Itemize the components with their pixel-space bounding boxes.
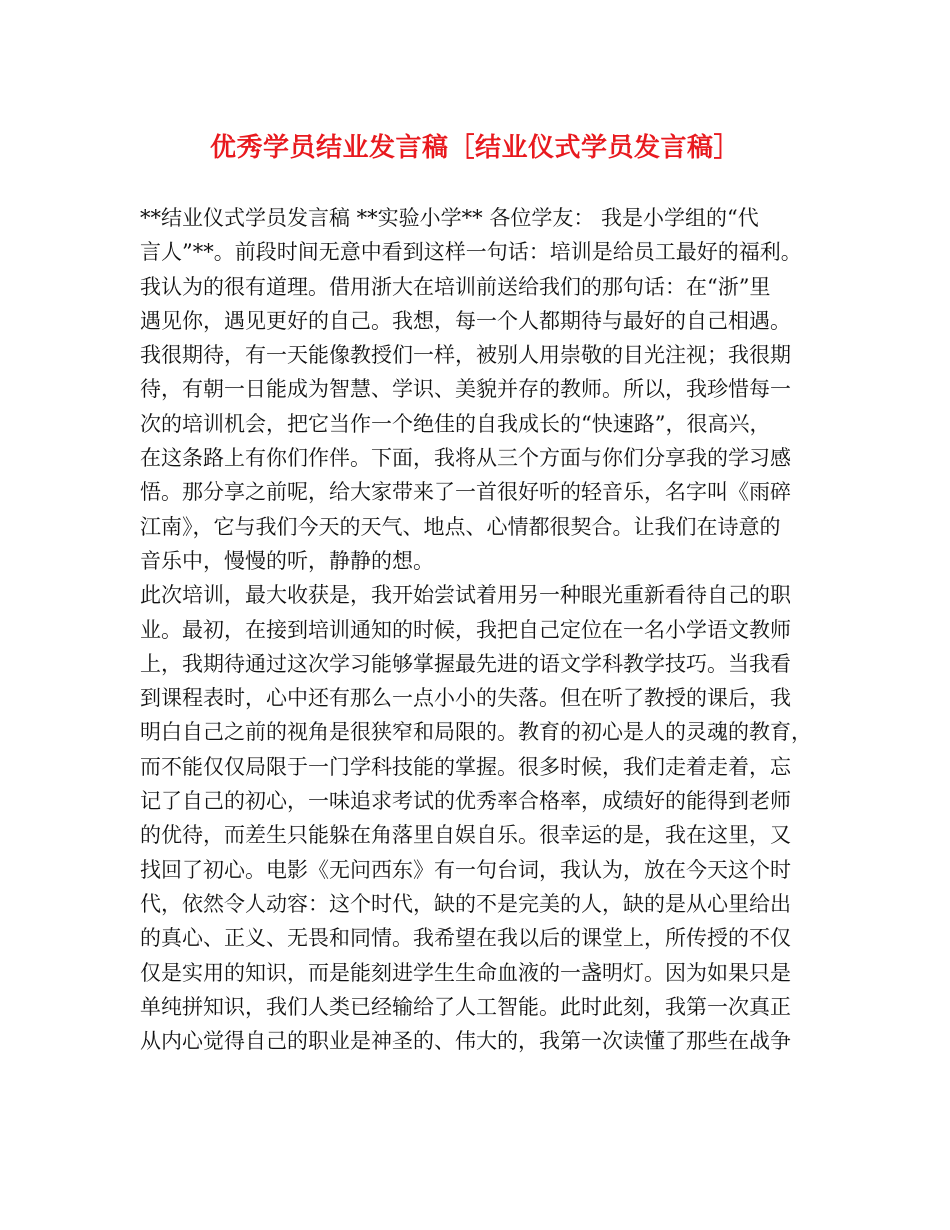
body-line: 到课程表时，心中还有那么一点小小的失落。但在听了教授的课后，我 <box>140 686 791 711</box>
body-line: 业。最初，在接到培训通知的时候，我把自己定位在一名小学语文教师 <box>140 617 791 642</box>
body-line: 此次培训，最大收获是，我开始尝试着用另一种眼光重新看待自己的职 <box>140 583 791 608</box>
body-line: 江南》，它与我们今天的天气、地点、心情都很契合。让我们在诗意的 <box>140 514 781 539</box>
body-line: 上，我期待通过这次学习能够掌握最先进的语文学科教学技巧。当我看 <box>140 651 791 676</box>
body-line: 我很期待，有一天能像教授们一样，被别人用崇敬的目光注视；我很期 <box>140 343 791 368</box>
body-line: 遇见你，遇见更好的自己。我想，每一个人都期待与最好的自己相遇。 <box>140 308 791 333</box>
body-line: 而不能仅仅局限于一门学科技能的掌握。很多时候，我们走着走着，忘 <box>140 754 791 779</box>
body-line: 的优待，而差生只能躲在角落里自娱自乐。很幸运的是，我在这里，又 <box>140 823 791 848</box>
body-line: 音乐中，慢慢的听，静静的想。 <box>140 548 434 573</box>
body-line: 仅是实用的知识，而是能刻进学生生命血液的一盏明灯。因为如果只是 <box>140 960 791 985</box>
body-line: **结业仪式学员发言稿 **实验小学** 各位学友： 我是小学组的“代 <box>140 206 759 230</box>
body-line: 我认为的很有道理。借用浙大在培训前送给我们的那句话：在“浙”里 <box>140 274 771 299</box>
body-line: 明白自己之前的视角是很狭窄和局限的。教育的初心是人的灵魂的教育， <box>140 720 812 745</box>
document-title: 优秀学员结业发言稿［结业仪式学员发言稿］ <box>209 133 740 163</box>
body-line: 代，依然令人动容：这个时代，缺的不是完美的人，缺的是从心里给出 <box>140 891 791 916</box>
body-line: 悟。那分享之前呢，给大家带来了一首很好听的轻音乐，名字叫《雨碎 <box>140 480 791 505</box>
body-line: 的真心、正义、无畏和同情。我希望在我以后的课堂上，所传授的不仅 <box>140 926 791 951</box>
body-line: 言人”**。前段时间无意中看到这样一句话：培训是给员工最好的福利。 <box>140 240 802 265</box>
body-line: 次的培训机会，把它当作一个绝佳的自我成长的“快速路”，很高兴， <box>140 411 771 436</box>
document-body <box>140 201 830 1058</box>
body-line: 找回了初心。电影《无问西东》有一句台词，我认为，放在今天这个时 <box>140 857 791 882</box>
body-line: 从内心觉得自己的职业是神圣的、伟大的，我第一次读懂了那些在战争 <box>140 1029 791 1054</box>
body-line: 单纯拼知识，我们人类已经输给了人工智能。此时此刻，我第一次真正 <box>140 994 791 1019</box>
body-line: 在这条路上有你们作伴。下面，我将从三个方面与你们分享我的学习感 <box>140 446 791 471</box>
body-line: 待，有朝一日能成为智慧、学识、美貌并存的教师。所以，我珍惜每一 <box>140 377 791 402</box>
body-line: 记了自己的初心，一味追求考试的优秀率合格率，成绩好的能得到老师 <box>140 789 791 814</box>
